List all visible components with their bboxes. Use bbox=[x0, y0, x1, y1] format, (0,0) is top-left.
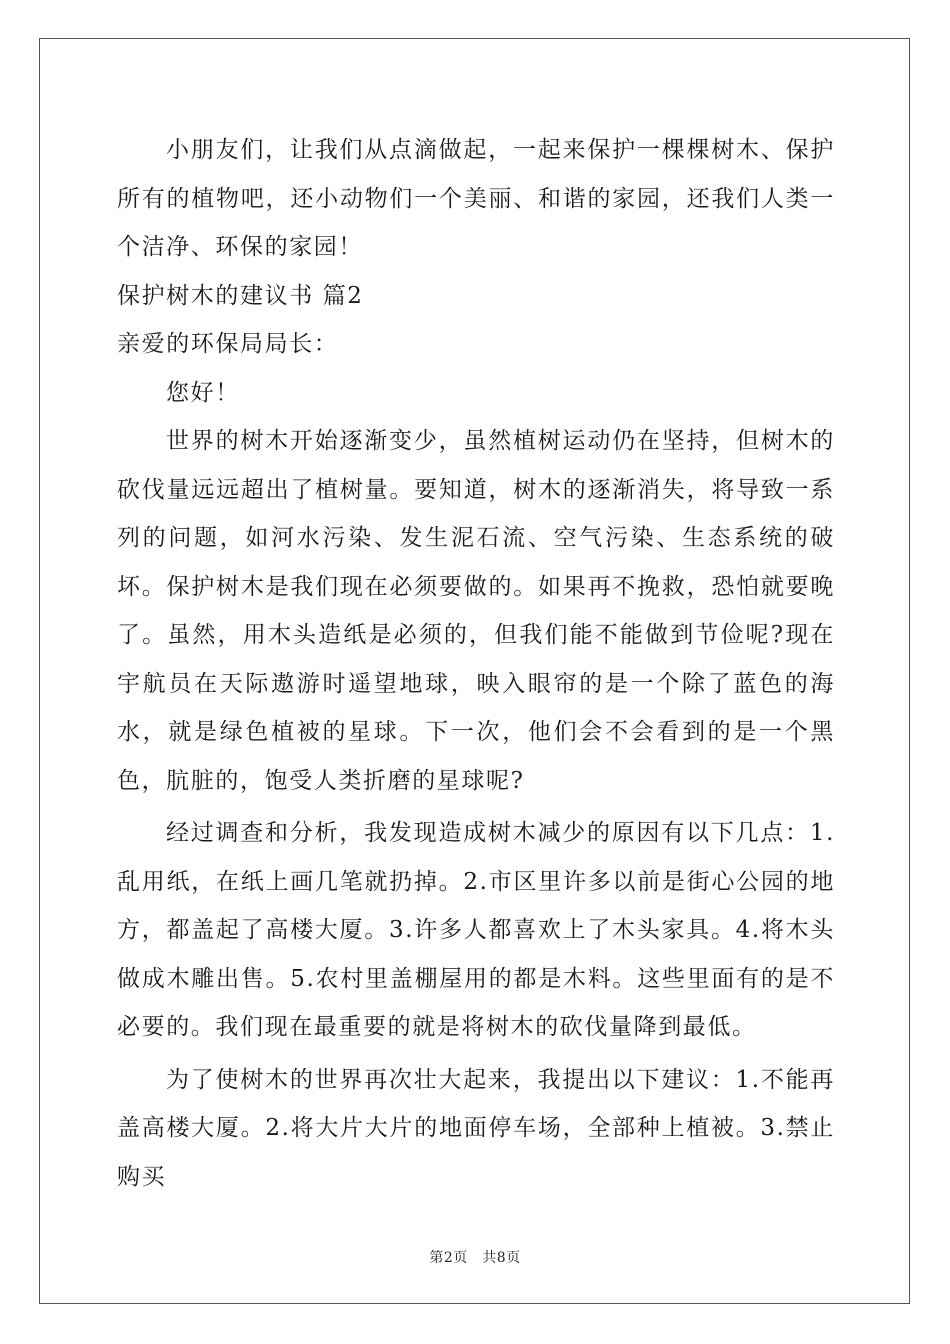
page-number-footer: 第2页 共8页 bbox=[429, 1250, 521, 1266]
document-body bbox=[117, 126, 835, 1201]
paragraph-problem: 世界的树木开始逐渐变少，虽然植树运动仍在坚持，但树木的砍伐量远远超出了植树量。要知道，树木的逐渐消失，将导致一系列的问题，如河水污染、发生泥石流、空气污染、生态系统的破坏。保护树木是我们现在必须要做的。如果再不挽救，恐怕就要晚了。虽然，用木头造纸是必须的，但我们能不能做到节俭呢?现在宇航员在天际遨游时遥望地球，映入眼帘的是一个除了蓝色的海水，就是绿色植被的星球。下一次，他们会不会看到的是一个黑色，肮脏的，饱受人类折磨的星球呢? bbox=[117, 428, 835, 794]
letter-salutation: 亲爱的环保局局长： bbox=[117, 331, 339, 357]
paragraph-causes: 经过调查和分析，我发现造成树木减少的原因有以下几点：1.乱用纸，在纸上画几笔就扔掉。2.市区里许多以前是街心公园的地方，都盖起了高楼大厦。3.许多人都喜欢上了木头家具。4.将木头做成木雕出售。5.农村里盖棚屋用的都是木料。这些里面有的是不必要的。我们现在最重要的就是将树木的砍伐量降到最低。 bbox=[117, 820, 835, 1040]
paragraph-closing-appeal: 小朋友们，让我们从点滴做起，一起来保护一棵棵树木、保护所有的植物吧，还小动物们一个美丽、和谐的家园，还我们人类一个洁净、环保的家园！ bbox=[117, 137, 835, 260]
section-heading: 保护树木的建议书 篇2 bbox=[117, 282, 364, 309]
paragraph-suggestions: 为了使树木的世界再次壮大起来，我提出以下建议：1.不能再盖高楼大厦。2.将大片大片的地面停车场，全部种上植被。3.禁止购买 bbox=[117, 1066, 835, 1190]
letter-greeting: 您好！ bbox=[166, 379, 240, 406]
